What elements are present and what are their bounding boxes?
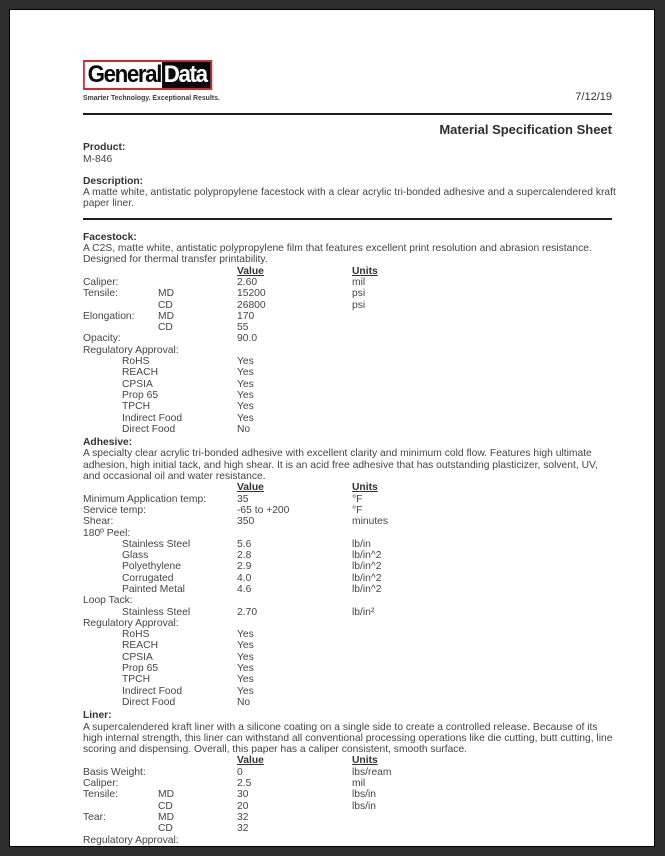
spec-row — [83, 390, 612, 401]
spec-row — [83, 663, 612, 674]
spec-row — [83, 652, 612, 663]
spec-row — [83, 356, 612, 367]
section-heading: Adhesive: — [83, 437, 133, 449]
spec-label: Regulatory Approval: — [83, 834, 179, 846]
paragraph-line: A supercalendered kraft liner with a silicone coating on a single side to create a controlled release. Because of its — [83, 721, 598, 733]
spec-units: lbs/ream — [352, 766, 392, 778]
table-header-row — [83, 755, 612, 766]
spec-label: Prop 65 — [122, 663, 159, 675]
units-column-header: Units — [352, 482, 378, 494]
spec-label: TPCH — [122, 674, 151, 686]
spec-label: Shear: — [83, 516, 114, 528]
logo-box — [83, 60, 212, 90]
units-column-header: Units — [352, 265, 378, 277]
section-description — [83, 722, 612, 756]
section-liner — [83, 710, 612, 846]
spec-label: Corrugated — [122, 572, 174, 584]
paragraph-line: A C2S, matte white, antistatic polypropylene film that features excellent print resolution and abrasion resistance. — [83, 243, 592, 255]
spec-table — [83, 767, 612, 846]
spec-value: -65 to +200 — [237, 504, 290, 516]
description-label: Description: — [83, 175, 144, 187]
spec-row — [83, 528, 612, 539]
spec-row — [83, 607, 612, 618]
spec-units: lb/in^2 — [352, 572, 382, 584]
spec-value: Yes — [237, 378, 254, 390]
section-heading: Facestock: — [83, 231, 137, 243]
logo-text-general: General — [85, 62, 162, 88]
spec-units: mil — [352, 778, 366, 790]
spec-label: Caliper: — [83, 276, 119, 288]
table-header-row — [83, 482, 612, 493]
spec-row — [83, 640, 612, 651]
spec-row — [83, 311, 612, 322]
spec-row — [83, 401, 612, 412]
spec-label: Caliper: — [83, 778, 119, 790]
spec-row — [83, 550, 612, 561]
spec-value: 32 — [237, 811, 249, 823]
section-adhesive — [83, 437, 612, 708]
spec-label: Direct Food — [122, 423, 176, 435]
spec-units: lb/in^2 — [352, 561, 382, 573]
spec-row — [83, 277, 612, 288]
spec-value: 26800 — [237, 299, 266, 311]
spec-row — [83, 494, 612, 505]
section-divider — [83, 218, 612, 220]
spec-label: RoHS — [122, 356, 150, 368]
spec-units: psi — [352, 288, 366, 300]
spec-units: minutes — [352, 516, 389, 528]
paragraph-line: and occasional oil and water resistance. — [83, 471, 266, 483]
spec-units: °F — [352, 504, 363, 516]
spec-value: 30 — [237, 789, 249, 801]
spec-row — [83, 573, 612, 584]
spec-label: Stainless Steel — [122, 538, 191, 550]
spec-value: 35 — [237, 493, 249, 505]
spec-label: Minimum Application temp: — [83, 493, 207, 505]
spec-label: Polyethylene — [122, 561, 181, 573]
spec-value: 170 — [237, 310, 255, 322]
spec-label: Tensile: — [83, 288, 118, 300]
page-header — [83, 60, 612, 104]
spec-value: 2.5 — [237, 778, 252, 790]
spec-label: CPSIA — [122, 651, 153, 663]
spec-value: 4.0 — [237, 572, 252, 584]
spec-label: Direct Food — [122, 696, 176, 708]
spec-row — [83, 300, 612, 311]
page-title: Material Specification Sheet — [439, 122, 612, 138]
spec-sublabel: CD — [158, 322, 173, 334]
spec-value: 0 — [237, 766, 243, 778]
spec-label: Tensile: — [83, 789, 118, 801]
spec-units: lb/in^2 — [352, 583, 382, 595]
spec-table — [83, 494, 612, 709]
spec-value: Yes — [237, 389, 254, 401]
spec-row — [83, 584, 612, 595]
spec-units: lbs/in — [352, 789, 377, 801]
spec-row — [83, 367, 612, 378]
spec-units: lb/in — [352, 538, 371, 550]
spec-units: °F — [352, 493, 363, 505]
spec-value: Yes — [237, 412, 254, 424]
spec-value: Yes — [237, 356, 254, 368]
document-page — [9, 9, 655, 847]
spec-row — [83, 789, 612, 800]
spec-units: lb/in² — [352, 606, 375, 618]
spec-label: Stainless Steel — [122, 606, 191, 618]
spec-label: Glass — [122, 550, 149, 562]
spec-sublabel: MD — [158, 310, 175, 322]
spec-label: Regulatory Approval: — [83, 344, 179, 356]
spec-row — [83, 345, 612, 356]
logo-tagline: Smarter Technology. Exceptional Results. — [83, 95, 220, 102]
header-rule — [83, 113, 612, 115]
spec-value: No — [237, 423, 251, 435]
spec-value: Yes — [237, 685, 254, 697]
spec-row — [83, 778, 612, 789]
spec-value: 2.60 — [237, 276, 258, 288]
spec-value: Yes — [237, 367, 254, 379]
spec-row — [83, 697, 612, 708]
spec-value: Yes — [237, 629, 254, 641]
spec-value: Yes — [237, 663, 254, 675]
spec-row — [83, 686, 612, 697]
spec-row — [83, 379, 612, 390]
spec-sublabel: CD — [158, 800, 173, 812]
spec-row — [83, 674, 612, 685]
spec-label: TPCH — [122, 401, 151, 413]
spec-label: Painted Metal — [122, 583, 185, 595]
section-description — [83, 243, 612, 266]
spec-row — [83, 767, 612, 778]
spec-row — [83, 595, 612, 606]
spec-value: 2.9 — [237, 561, 252, 573]
paragraph-line: Designed for thermal transfer printability. — [83, 254, 268, 266]
spec-row — [83, 618, 612, 629]
spec-value: 4.6 — [237, 583, 252, 595]
paragraph-line: A specialty clear acrylic tri-bonded adhesive with excellent clarity and minimum cold flow. Features high ultimate — [83, 448, 592, 460]
spec-label: Indirect Food — [122, 412, 183, 424]
product-block — [83, 142, 612, 165]
spec-label — [83, 823, 158, 834]
spec-label: Opacity: — [83, 333, 121, 345]
spec-row — [83, 539, 612, 550]
value-column-header: Value — [237, 755, 264, 767]
spec-value: 5.6 — [237, 538, 252, 550]
spec-label: REACH — [122, 367, 159, 379]
spec-label: REACH — [122, 640, 159, 652]
spec-value: No — [237, 696, 251, 708]
spec-row — [83, 812, 612, 823]
spec-label: CPSIA — [122, 378, 153, 390]
spec-label: Elongation: — [83, 310, 135, 322]
spec-label — [83, 322, 158, 333]
spec-label: Regulatory Approval: — [83, 617, 179, 629]
spec-row — [83, 561, 612, 572]
description-text — [83, 187, 616, 210]
spec-label: Basis Weight: — [83, 766, 146, 778]
spec-label: Loop Tack: — [83, 595, 133, 607]
spec-sublabel: CD — [158, 299, 173, 311]
paragraph-line: paper liner. — [83, 198, 134, 210]
date-label: 7/12/19 — [575, 91, 612, 103]
value-column-header: Value — [237, 265, 264, 277]
spec-value: Yes — [237, 674, 254, 686]
spec-label — [83, 801, 158, 812]
spec-label: Indirect Food — [122, 685, 183, 697]
spec-row — [83, 516, 612, 527]
product-value: M-846 — [83, 153, 113, 165]
spec-sublabel: CD — [158, 823, 173, 835]
spec-units: lbs/in — [352, 800, 377, 812]
logo-text-data: Data — [162, 62, 210, 88]
company-logo — [83, 60, 233, 104]
spec-value: 15200 — [237, 288, 266, 300]
description-block — [83, 175, 616, 210]
spec-sublabel: MD — [158, 811, 175, 823]
spec-row — [83, 333, 612, 344]
spec-label: Tear: — [83, 811, 106, 823]
spec-units: psi — [352, 299, 366, 311]
spec-sublabel: MD — [158, 789, 175, 801]
spec-label: Prop 65 — [122, 389, 159, 401]
section-heading: Liner: — [83, 710, 112, 722]
spec-value: 32 — [237, 823, 249, 835]
spec-row — [83, 823, 612, 834]
spec-value: 2.70 — [237, 606, 258, 618]
section-description — [83, 448, 612, 482]
spec-label: 180º Peel: — [83, 527, 131, 539]
spec-value: Yes — [237, 401, 254, 413]
product-label: Product: — [83, 142, 126, 154]
spec-row — [83, 505, 612, 516]
spec-row — [83, 322, 612, 333]
spec-value: 350 — [237, 516, 255, 528]
spec-label: RoHS — [122, 629, 150, 641]
units-column-header: Units — [352, 755, 378, 767]
spec-value: 90.0 — [237, 333, 258, 345]
spec-row — [83, 288, 612, 299]
paragraph-line: adhesion, high initial tack, and high shear. It is an acid free adhesive that has outstanding plasticizer, solvent, UV, — [83, 459, 598, 471]
spec-row — [83, 413, 612, 424]
spec-row — [83, 835, 612, 846]
spec-value: 20 — [237, 800, 249, 812]
spec-units: lb/in^2 — [352, 550, 382, 562]
spec-label: Service temp: — [83, 504, 146, 516]
table-header-row — [83, 266, 612, 277]
spec-label — [83, 300, 158, 311]
section-facestock — [83, 232, 612, 435]
spec-value: Yes — [237, 640, 254, 652]
spec-units: mil — [352, 276, 366, 288]
spec-table — [83, 277, 612, 435]
spec-row — [83, 629, 612, 640]
paragraph-line: A matte white, antistatic polypropylene facestock with a clear acrylic tri-bonded adhesive and a supercalendered kraft — [83, 187, 616, 199]
paragraph-line: high internal strength, this liner can withstand all conventional processing operations like die cutting, butt cutting, line — [83, 732, 613, 744]
spec-value: 55 — [237, 322, 249, 334]
spec-row — [83, 801, 612, 812]
value-column-header: Value — [237, 482, 264, 494]
spec-value: Yes — [237, 651, 254, 663]
paragraph-line: scoring and dispensing. Overall, this paper has a caliper consistent, smooth surface. — [83, 744, 468, 756]
spec-value: 2.8 — [237, 550, 252, 562]
spec-sublabel: MD — [158, 288, 175, 300]
spec-row — [83, 424, 612, 435]
